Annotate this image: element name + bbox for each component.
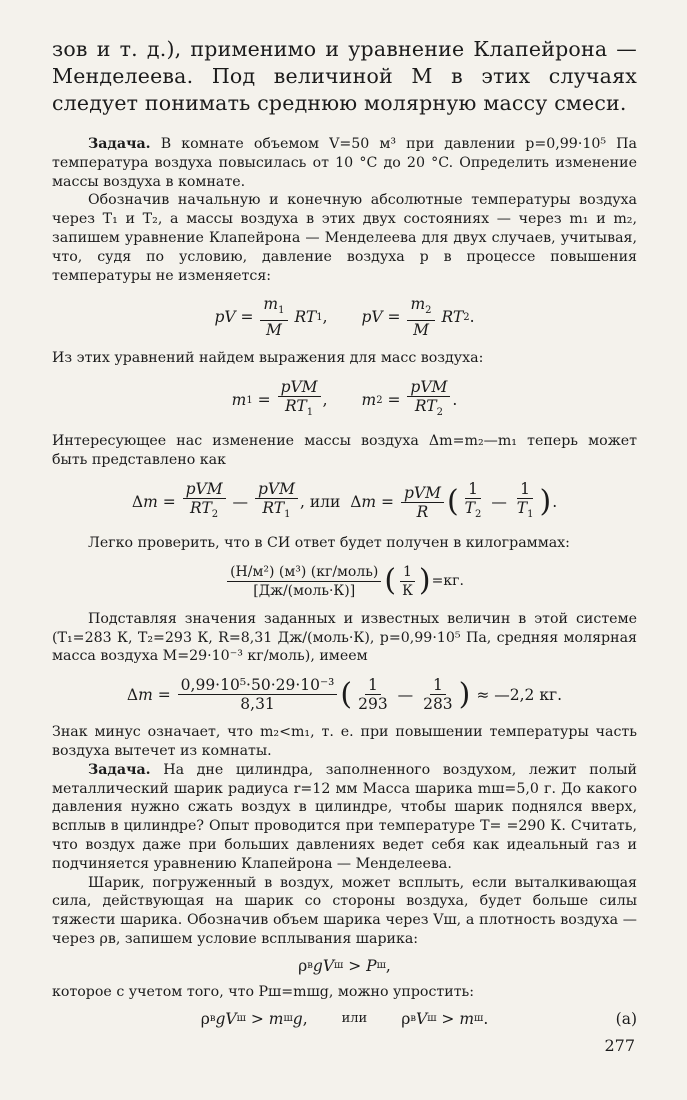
page-body — [52, 36, 637, 1036]
masses-intro: Из этих уравнений найдем выражения для масс воздуха: — [52, 350, 484, 367]
equation-buoyancy-simplified: ρ в gV ш > m ш g , или ρ в V ш > m ш . (а) — [200, 1009, 637, 1028]
delta-intro: Интересующее нас изменение массы воздуха Δm=m₂—m₁ теперь может быть представлено как — [52, 433, 637, 469]
calc-result: ≈ —2,2 кг. — [476, 685, 563, 704]
problem1-solution-intro: Обозначив начальную и конечную абсолютные температуры воздуха через T₁ и T₂, а массы воздуха в этих двух состояниях — через m₁ и m₂, запишем уравнение Клапейрона — Менделеева для двух случаев, учитывая, что, судя по условию, давление воздуха p в процессе повышения температуры не изменяется: — [52, 192, 637, 284]
problem2-solution: Шарик, погруженный в воздух, может всплыть, если выталкивающая сила, действующая на шарик со стороны воздуха, будет больше силы тяжести шарика. Обозначив объем шарика через Vш, а плотность воздуха — через ρв, запишем условие всплывания шарика: — [52, 874, 637, 947]
problem2-label: Задача. — [88, 761, 151, 778]
problem1-label: Задача. — [88, 136, 151, 152]
conclusion-text: Знак минус означает, что m₂<m₁, т. е. при повышении температуры часть воздуха вытечет из комнаты. — [52, 724, 637, 760]
units-denominator: [Дж/(моль·К)] — [253, 582, 356, 599]
intro-paragraph: зов и т. д.), применимо и уравнение Клапейрона — Менделеева. Под величиной M в этих случаях следует понимать среднюю молярную массу смеси. — [52, 37, 637, 115]
units-numerator: (Н/м²) (м³) (кг/моль) — [227, 563, 381, 582]
problem2-statement — [52, 761, 637, 874]
page-number: 277 — [604, 1036, 635, 1055]
problem1-statement — [52, 135, 637, 191]
calc-numerator: 0,99·10⁵·50·29·10⁻³ — [178, 676, 338, 695]
calc-denominator: 8,31 — [240, 695, 275, 714]
problem1-text: В комнате объемом V=50 м³ при давлении p=0,99·10⁵ Па температура воздуха повысилась от 10 °C до 20 °C. Определить изменение массы воздуха в комнате. — [52, 136, 637, 190]
or-word: или — [309, 493, 341, 511]
equation-units: $\frac{\text{(Н/м²) (м³) (кг/моль)}}{\text{[Дж/(моль·К)]}}$ ( $\frac{1}{К}$ ) =кг. — [52, 563, 637, 600]
equation-label-a: (а) — [615, 1009, 637, 1028]
problem2-text: На дне цилиндра, заполненного воздухом, лежит полый металлический шарик радиуса r=12 мм Масса шарика mш=5,0 г. До какого давления нужно сжать воздух в цилиндре, чтобы шарик поднялся вверх, всплыв в цилиндре? Опыт проводится при температуре T= =290 К. Считать, что воздух даже при больших давлениях ведет себя как идеальный газ и подчиняется уравнению Клапейрона — Менделеева. — [52, 761, 637, 872]
equation-buoyancy: ρ в gV ш > P ш , — [298, 956, 391, 975]
substitution-text: Подставляя значения заданных и известных величин в этой системе (T₁=283 К, T₂=293 К, R=8,31 Дж/(моль·К), p=0,99·10⁵ Па, средняя молярная масса воздуха M=29·10⁻³ кг/моль), имеем — [52, 610, 637, 665]
units-check-text: Легко проверить, что в СИ ответ будет получен в килограммах: — [88, 535, 570, 552]
or-word-2: или — [341, 1011, 368, 1027]
units-result: =кг. — [431, 573, 464, 590]
equation-calculation: Δ m = $\frac{\text{0,99·10⁵·50·29·10⁻³}}{8,31}$ ( $\frac{1}{293}$ — $\frac{1}{283}$ ) ≈ —2,2 кг. — [126, 676, 563, 714]
simplify-text: которое с учетом того, что Pш=mшg, можно упростить: — [52, 983, 475, 1000]
equation-delta-m: Δ m = $\frac{\text{pVM}}{RT_2}$ — $\frac{\text{pVM}}{RT_1}$ , или Δ m = $\frac{\text{pVM}}{R}$ ( $\frac{1}{T_2}$ — $\frac{1}{T_1}$ ) . — [131, 479, 558, 521]
equation-masses: m 1 = $\frac{\text{pVM}}{RT_1}$ , m 2 = $\frac{\text{pVM}}{RT_2}$ . — [231, 378, 458, 419]
equation-clapeyron-pair: pV = $\frac{m_1}{M}$ RT 1 , pV = $\frac{m_2}{M}$ RT 2 . — [214, 295, 475, 340]
